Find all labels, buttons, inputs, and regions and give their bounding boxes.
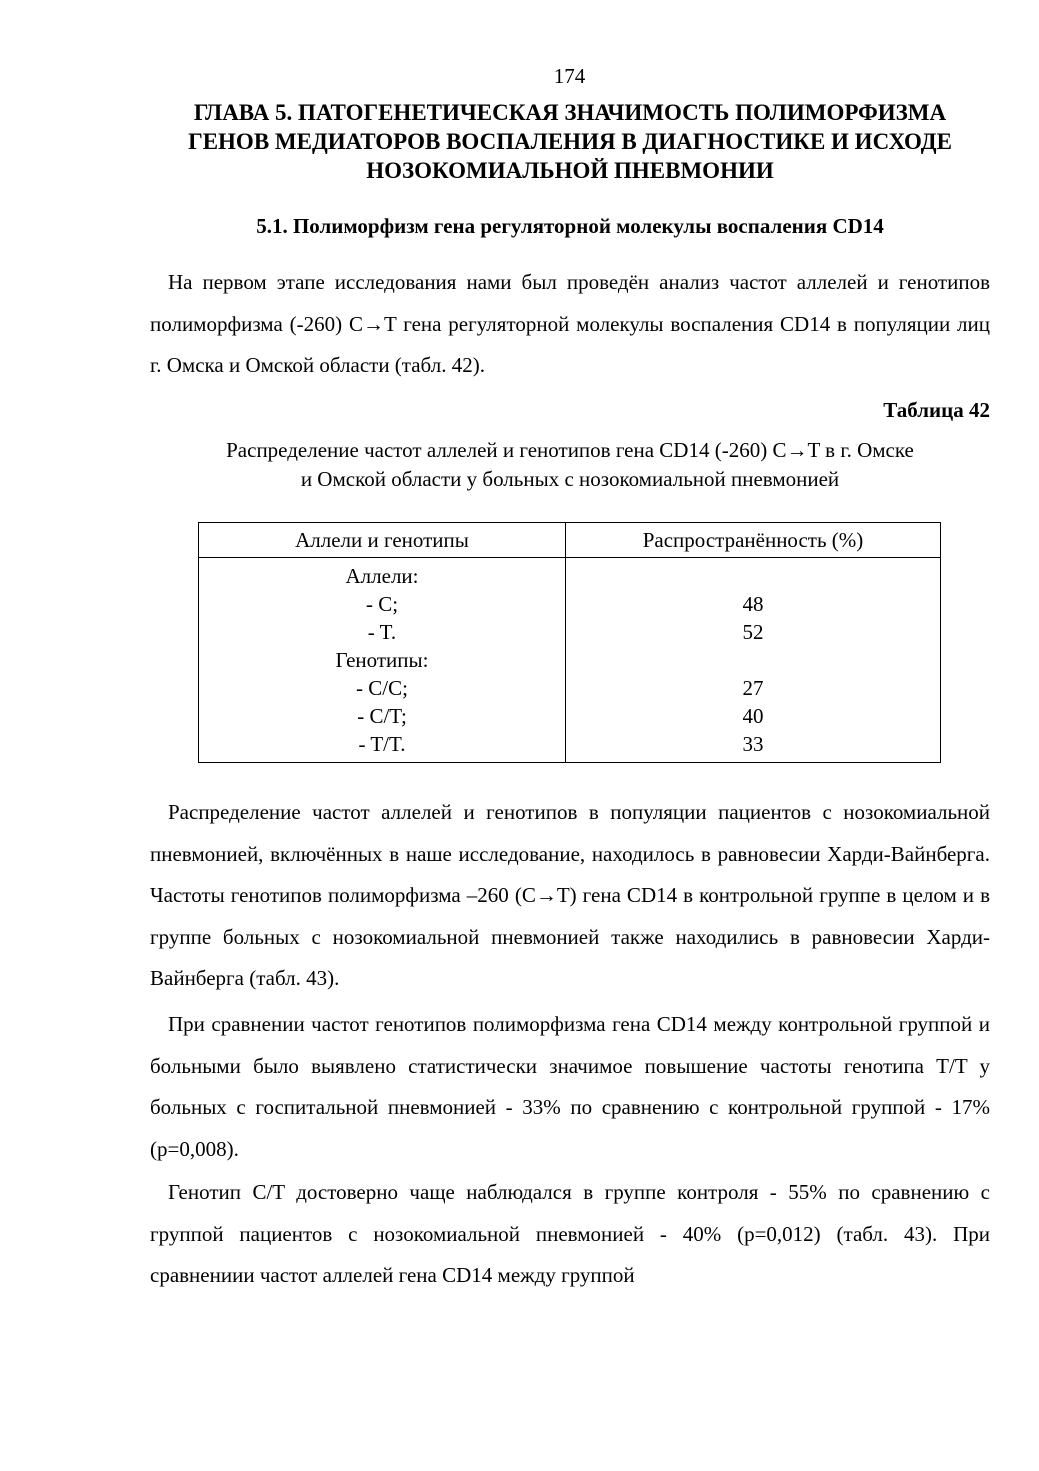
table-label: Таблица 42 [883, 398, 990, 422]
cell-line: 27 [742, 676, 764, 700]
table-header-alleles: Аллели и генотипы [199, 523, 566, 558]
table-header-prevalence: Распространённость (%) [566, 523, 941, 558]
cell-line: - C; [365, 592, 399, 616]
paragraph-comparison: При сравнении частот генотипов полиморфизма гена CD14 между контрольной группой и больными было выявлено статистически значимое повышение частоты генотипа T/T у больных с госпитальной пневмонией - 33% по сравнению с контрольной группой - 17% (p=0,008). [150, 1012, 990, 1161]
cell-line: 40 [742, 704, 764, 728]
section-title: 5.1. Полиморфизм гена регуляторной молекулы воспаления CD14 [256, 214, 884, 238]
allele-genotype-table [198, 522, 941, 763]
table-header-row [199, 523, 941, 558]
chapter-title-line: ГЛАВА 5. ПАТОГЕНЕТИЧЕСКАЯ ЗНАЧИМОСТЬ ПОЛИМОРФИЗМА [193, 100, 947, 125]
table-caption [150, 436, 990, 494]
cell-line: - T/T. [358, 732, 406, 756]
table-caption-line: Распределение частот аллелей и генотипов гена CD14 (-260) C→T в г. Омске [226, 438, 914, 462]
table-caption-line: и Омской области у больных с нозокомиальной пневмонией [300, 467, 840, 491]
paragraph-genotype-ct: Генотип C/T достоверно чаще наблюдался в группе контроля - 55% по сравнению с группой пациентов с нозокомиальной пневмонией - 40% (p=0,012) (табл. 43). При сравнениии частот аллелей гена CD14 между группой [150, 1180, 990, 1288]
cell-line: - C/C; [356, 676, 408, 700]
page-number: 174 [553, 64, 586, 88]
chapter-title-line: ГЕНОВ МЕДИАТОРОВ ВОСПАЛЕНИЯ В ДИАГНОСТИКЕ И ИСХОДЕ [188, 129, 952, 154]
cell-line [566, 646, 940, 674]
cell-line: Аллели: [345, 564, 419, 588]
cell-line: Генотипы: [335, 648, 429, 672]
cell-line: 52 [742, 620, 764, 644]
cell-line [566, 562, 940, 590]
cell-line: 48 [742, 592, 764, 616]
table-cell-genotypes [199, 558, 566, 763]
chapter-title [150, 98, 990, 185]
table-cell-prevalence [566, 558, 941, 763]
chapter-title-line: НОЗОКОМИАЛЬНОЙ ПНЕВМОНИИ [366, 158, 774, 183]
cell-line: - C/T; [357, 704, 407, 728]
cell-line: 33 [742, 732, 764, 756]
table-row [199, 558, 941, 763]
paragraph-intro: На первом этапе исследования нами был проведён анализ частот аллелей и генотипов полиморфизма (-260) C→T гена регуляторной молекулы воспаления CD14 в популяции лиц г. Омска и Омской области (табл. 42). [150, 270, 990, 378]
paragraph-equilibrium: Распределение частот аллелей и генотипов в популяции пациентов с нозокомиальной пневмонией, включённых в наше исследование, находилось в равновесии Харди-Вайнберга. Частоты генотипов полиморфизма –260 (C→T) гена CD14 в контрольной группе в целом и в группе больных с нозокомиальной пневмонией также находились в равновесии Харди-Вайнберга (табл. 43). [150, 800, 990, 991]
cell-line: - T. [367, 620, 397, 644]
